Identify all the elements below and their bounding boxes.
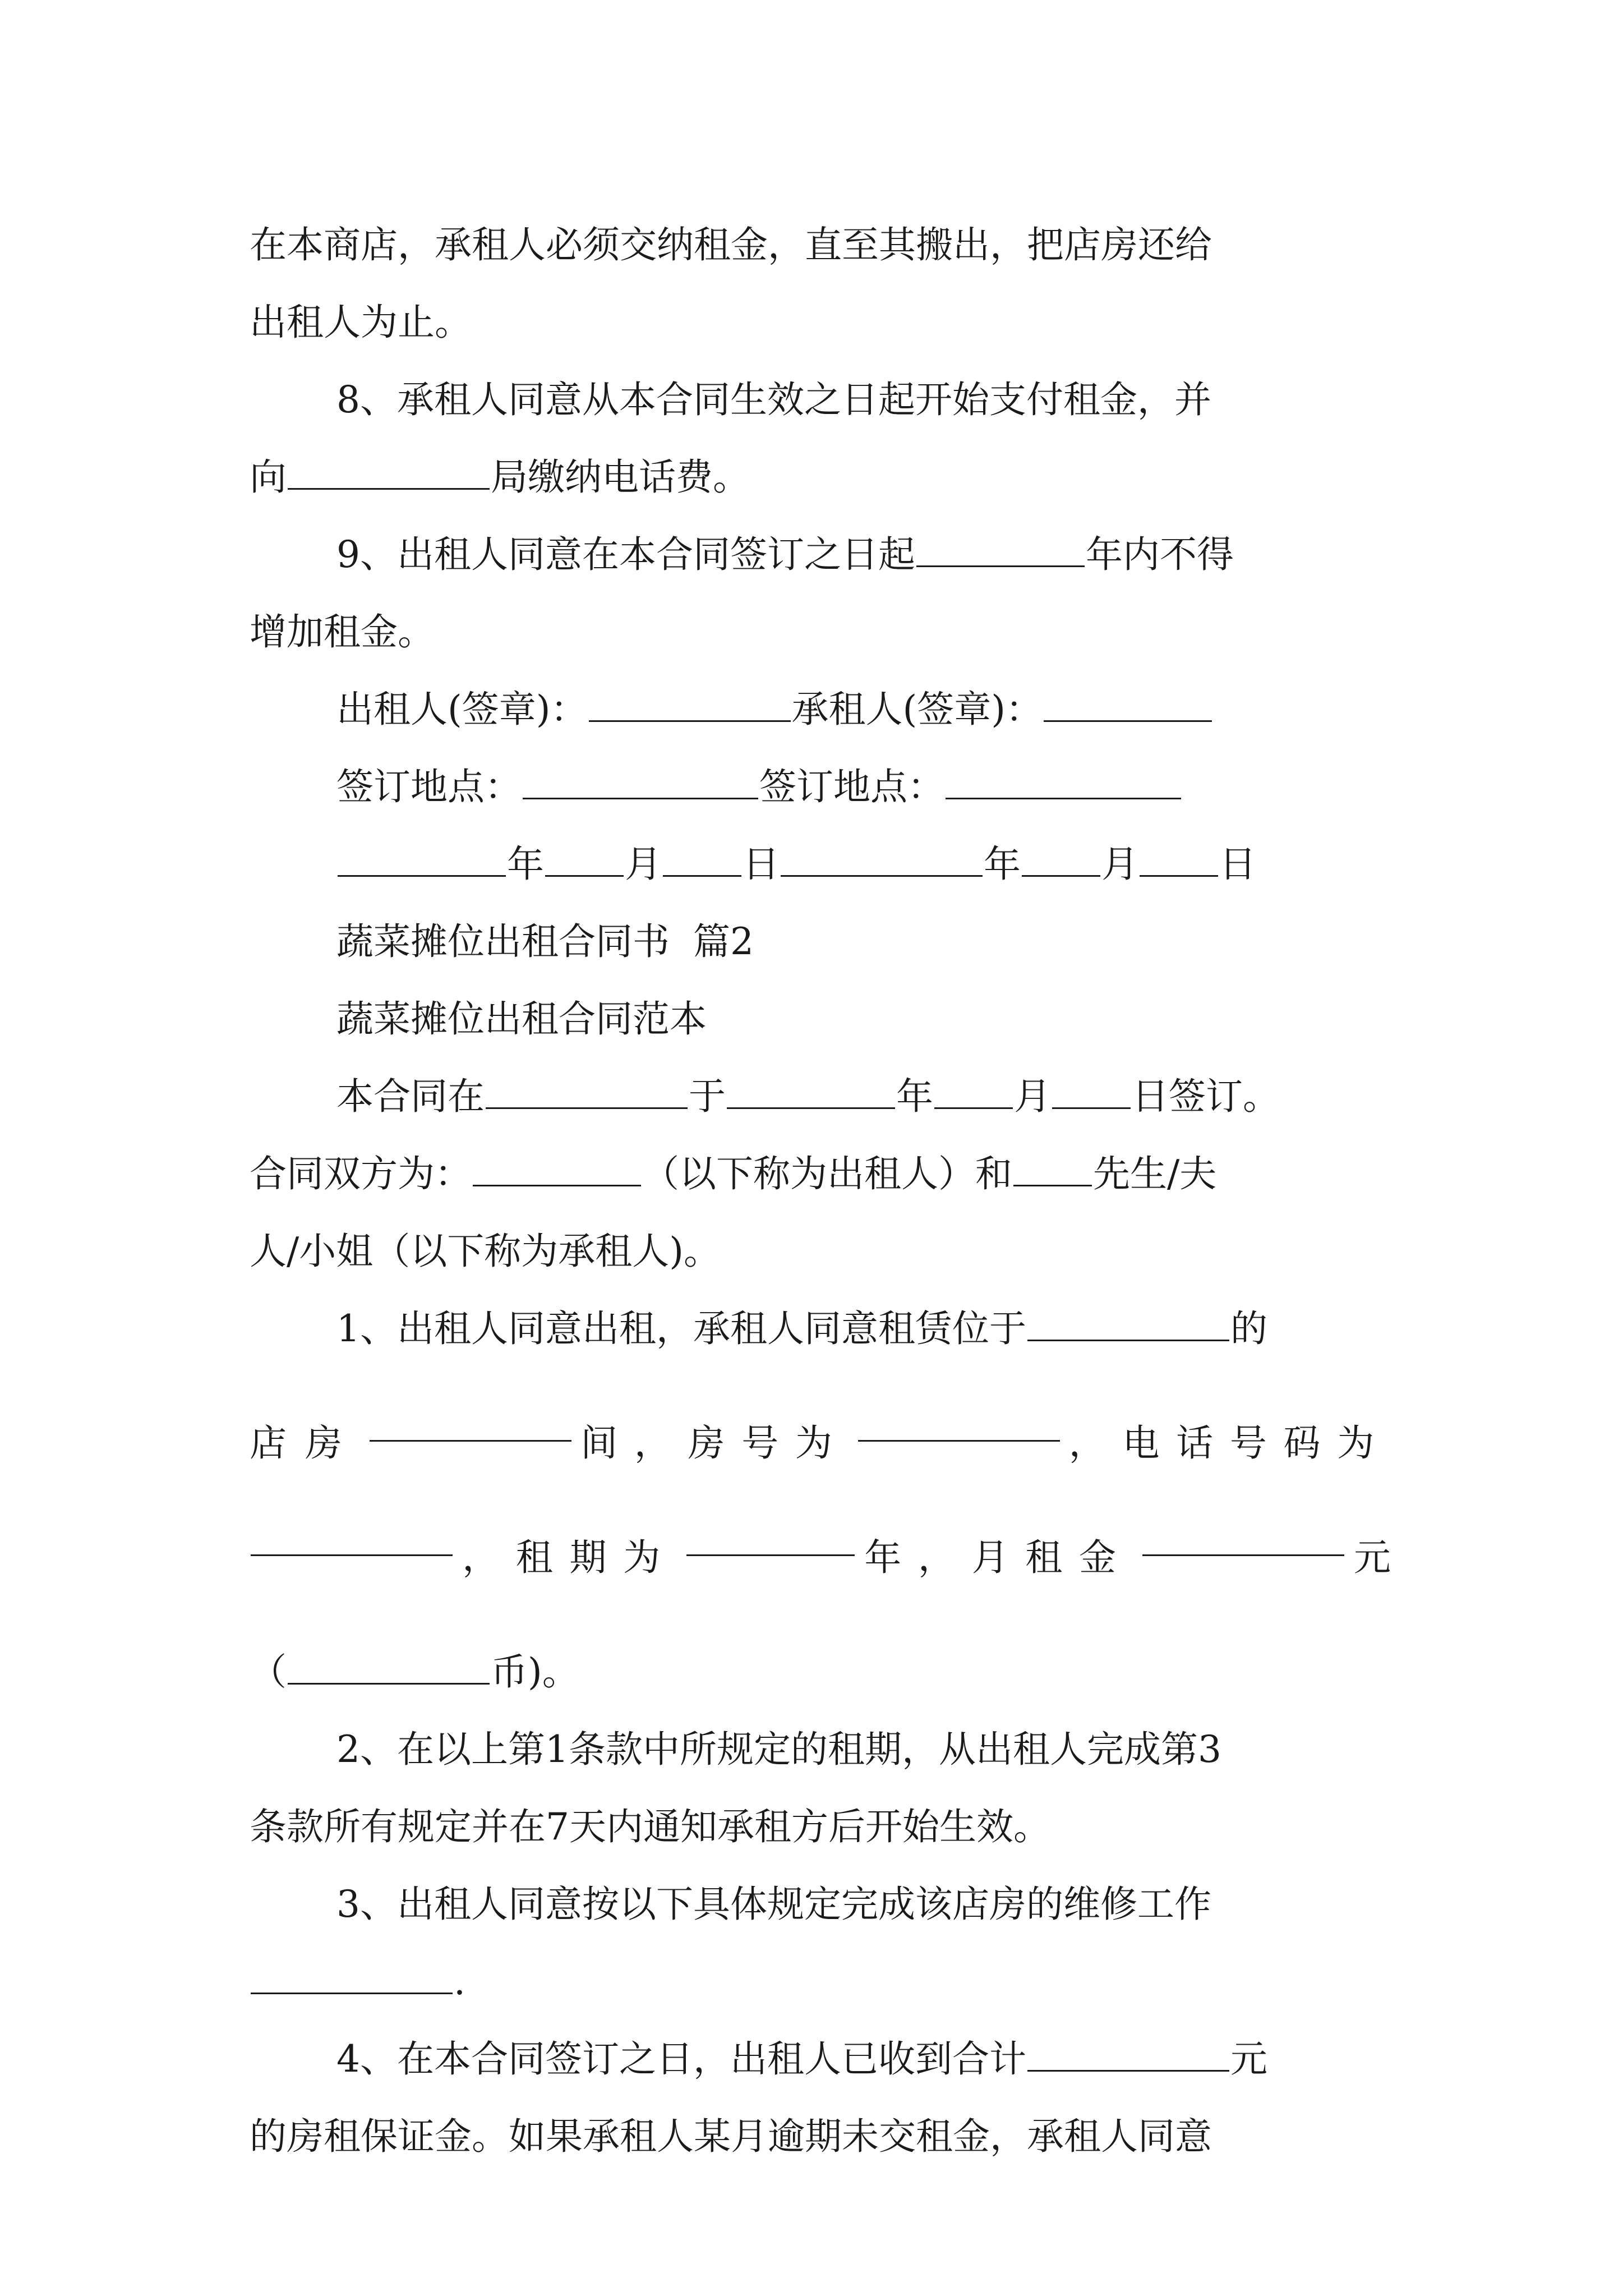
text: 1、出租人同意出租，承租人同意租赁位于 [336, 1307, 1026, 1350]
paragraph-line [250, 1943, 1391, 2021]
text: 店房 [250, 1421, 361, 1465]
sign-place-line [250, 748, 1391, 826]
text: 蔬菜摊位出租合同范本 [336, 997, 707, 1041]
blank-line [338, 840, 506, 877]
blank-line [1022, 840, 1100, 877]
blank-line [370, 1405, 571, 1442]
blank-line [946, 762, 1181, 799]
text: 日签订。 [1132, 1075, 1280, 1118]
paragraph-line [250, 1788, 1391, 1866]
text: 8、承租人同意从本合同生效之日起开始支付租金，并 [336, 378, 1211, 421]
clause-8 [250, 361, 1391, 439]
text: 出租人为止。 [250, 301, 472, 344]
lessee-signature-label: 承租人(签章)： [791, 688, 1043, 731]
text: 先生/夫 [1093, 1152, 1217, 1195]
paragraph-line [250, 1634, 1391, 1711]
blank-line [781, 840, 983, 877]
clause-4 [250, 2021, 1391, 2098]
paragraph-line [250, 284, 1391, 361]
text: 月 [1014, 1075, 1051, 1118]
blank-line [1140, 840, 1218, 877]
blank-line [858, 1405, 1060, 1442]
text: （ [250, 1650, 287, 1694]
paragraph-line [250, 1135, 1391, 1213]
text: ，租期为 [462, 1536, 677, 1579]
text: 2、在以上第1条款中所规定的租期，从出租人完成第3 [336, 1728, 1221, 1771]
text: 本合同在 [336, 1075, 485, 1118]
paragraph-line [250, 1405, 1391, 1482]
paragraph-line [250, 439, 1391, 516]
text: 9、出租人同意在本合同签订之日起 [336, 533, 915, 576]
clause-1 [250, 1290, 1391, 1368]
blank-line [663, 840, 741, 877]
sign-place-label: 签订地点： [759, 765, 944, 808]
text: 人/小姐（以下称为承租人)。 [250, 1230, 721, 1273]
blank-line [523, 762, 758, 799]
text: 年 [984, 843, 1021, 886]
section-subheading [250, 981, 1391, 1058]
blank-line [473, 1149, 641, 1186]
text: 元 [1230, 2037, 1267, 2081]
blank-line [1142, 1519, 1344, 1556]
blank-line [1052, 1072, 1131, 1109]
text: 3、出租人同意按以下具体规定完成该店房的维修工作 [336, 1883, 1211, 1926]
text: 在本商店，承租人必须交纳租金，直至其搬出，把店房还给 [250, 223, 1212, 266]
text: 于 [689, 1075, 726, 1118]
blank-line [727, 1072, 895, 1109]
blank-line [686, 1519, 855, 1556]
text: 币)。 [491, 1650, 579, 1694]
text: 合同双方为： [250, 1152, 472, 1195]
sign-place-label: 签订地点： [336, 765, 522, 808]
blank-line [1044, 685, 1212, 722]
text: 条款所有规定并在7天内通知承租方后开始生效。 [250, 1805, 1050, 1848]
date-line [250, 826, 1391, 903]
paragraph-line [250, 1213, 1391, 1290]
text: 年 [507, 843, 544, 886]
paragraph-line [250, 2098, 1391, 2175]
blank-line [486, 1072, 688, 1109]
blank-line [251, 1957, 453, 1994]
document-body [250, 206, 1391, 2175]
text: 年，月租金 [864, 1536, 1133, 1579]
paragraph-line [250, 1058, 1391, 1135]
text: 的房租保证金。如果承租人某月逾期未交租金，承租人同意 [250, 2115, 1212, 2158]
blank-line [1027, 2035, 1229, 2072]
text: 向 [250, 455, 287, 499]
text: 增加租金。 [250, 610, 435, 654]
text: 间，房号为 [580, 1421, 849, 1465]
text: （以下称为出租人）和 [642, 1152, 1012, 1195]
blank-line [589, 685, 791, 722]
paragraph-line [250, 1519, 1391, 1596]
section-heading [250, 903, 1391, 981]
signature-line [250, 671, 1391, 748]
clause-3 [250, 1866, 1391, 1943]
text: 蔬菜摊位出租合同书 篇2 [336, 920, 754, 963]
blank-line [288, 1648, 490, 1685]
text: 日 [743, 843, 780, 886]
text: 的 [1230, 1307, 1267, 1350]
blank-line [288, 453, 490, 490]
clause-9 [250, 516, 1391, 593]
text: 月 [625, 843, 662, 886]
paragraph-line [250, 593, 1391, 671]
blank-line [1013, 1149, 1092, 1186]
text: 年内不得 [1086, 533, 1234, 576]
blank-line [1027, 1304, 1229, 1341]
blank-line [251, 1519, 453, 1556]
text: 局缴纳电话费。 [491, 455, 750, 499]
blank-line [916, 530, 1085, 567]
text: 日 [1219, 843, 1256, 886]
lessor-signature-label: 出租人(签章)： [336, 688, 588, 731]
text: 元 [1353, 1536, 1391, 1579]
text: . [454, 1960, 465, 2003]
blank-line [934, 1072, 1013, 1109]
text: 4、在本合同签订之日，出租人已收到合计 [336, 2037, 1026, 2081]
blank-line [545, 840, 624, 877]
clause-2 [250, 1711, 1391, 1788]
text: ，电话号码为 [1068, 1421, 1391, 1465]
text: 年 [896, 1075, 933, 1118]
paragraph-line [250, 206, 1391, 284]
text: 月 [1101, 843, 1138, 886]
